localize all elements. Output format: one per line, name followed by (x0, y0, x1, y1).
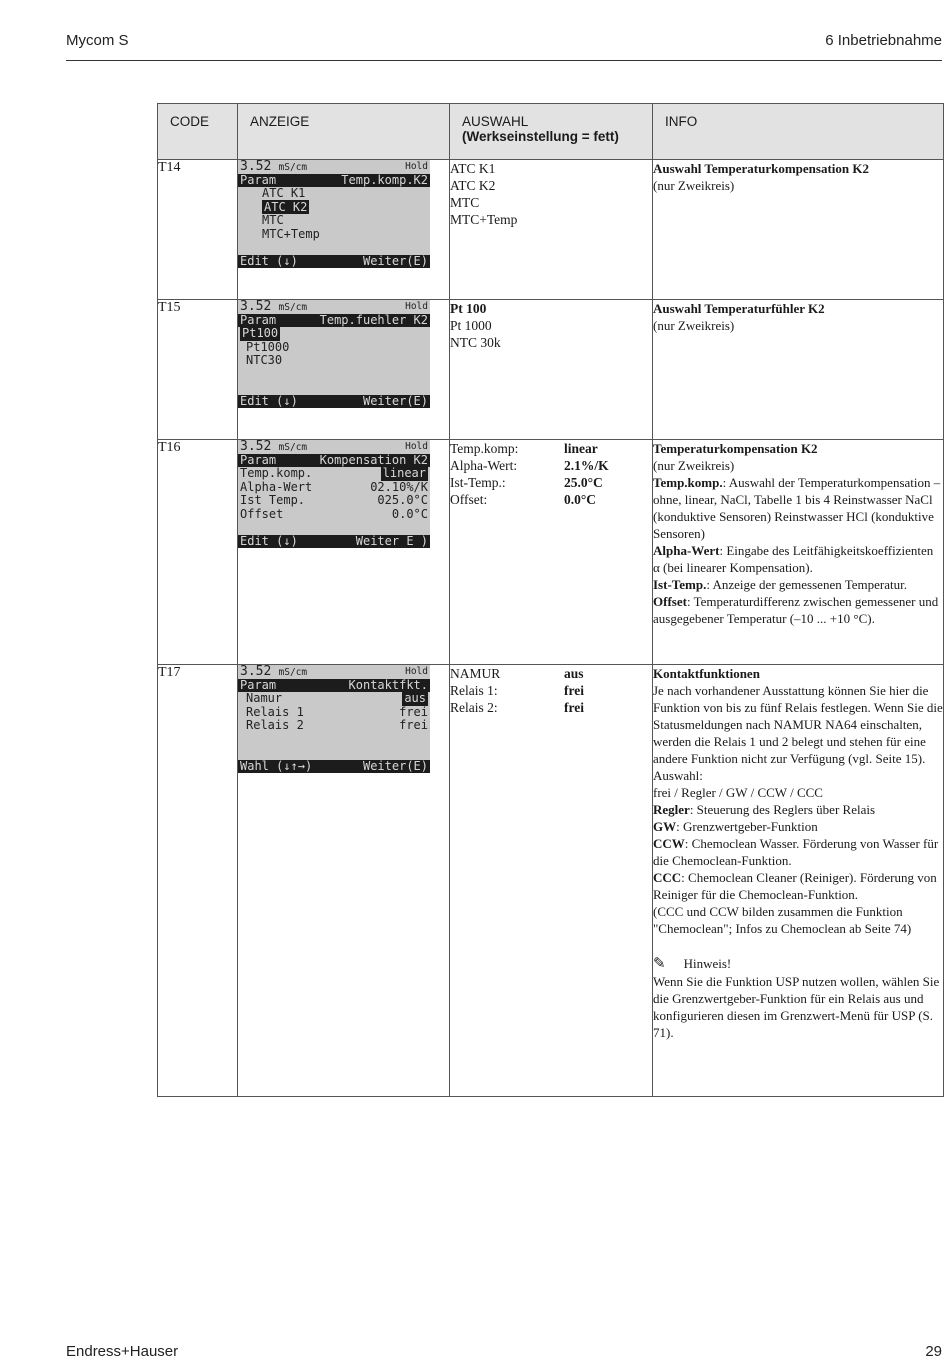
lcd-unit: mS/cm (278, 302, 308, 313)
info-term: Alpha-Wert (653, 543, 720, 558)
lcd-hold: Hold (405, 161, 428, 172)
info-item (653, 835, 943, 869)
info-item (653, 593, 943, 627)
info-desc: : Anzeige der gemessenen Temperatur. (706, 577, 907, 592)
lcd-bar-right: Kontaktfkt. (348, 677, 428, 692)
table-row (158, 440, 944, 665)
info-paragraph: (CCC und CCW bilden zusammen die Funktion "Chemoclean"; Infos zu Chemoclean ab Seite 74) (653, 904, 912, 936)
lcd-softkey-bar (238, 255, 430, 269)
lcd-param-value: frei (399, 704, 428, 719)
lcd-param-name: Temp.komp. (240, 466, 313, 480)
selection-default: linear (564, 441, 598, 456)
row-info (653, 160, 944, 300)
selection-key: Alpha-Wert: (450, 458, 518, 473)
info-desc: : Steuerung des Reglers über Relais (689, 802, 876, 817)
lcd-softkey-right: Weiter(E) (362, 393, 428, 408)
info-desc: : Auswahl der Temperaturkompensation – ohne, linear, NaCl, Tabelle 1 bis 4 Reinstwasser NaCl (konduktive Sensoren) Reinstwasser HCl (konduktive Sensoren) (653, 475, 941, 541)
selection-key: NAMUR (450, 666, 501, 681)
lcd-value: 3.52 (240, 159, 272, 174)
info-item (653, 542, 943, 576)
selection-default: 25.0°C (564, 475, 603, 490)
selection-key: Relais 1: (450, 683, 498, 698)
info-desc: : Eingabe des Leitfähigkeitskoeffizienten α (bei linearer Kompensation). (653, 543, 934, 575)
lcd-param-value-selected: linear (382, 466, 426, 480)
selection-default: 2.1%/K (564, 458, 609, 473)
row-selection (450, 300, 653, 440)
lcd-screen (238, 300, 430, 408)
lcd-bar-left: Param (240, 172, 277, 187)
row-display (238, 440, 450, 665)
lcd-title-bar (238, 174, 430, 188)
info-text: (nur Zweikreis) (653, 178, 735, 193)
row-display (238, 160, 450, 300)
selection-default: frei (564, 683, 584, 698)
lcd-param-row (238, 467, 430, 481)
row-selection (450, 665, 653, 1097)
lcd-param-value: 0.0°C (391, 506, 428, 521)
selection-key: Temp.komp: (450, 441, 519, 456)
selection-pair (450, 699, 652, 716)
selection-default: frei (564, 700, 584, 715)
lcd-screen (238, 160, 430, 268)
lcd-param-row (238, 719, 430, 733)
info-paragraph: Je nach vorhandener Ausstattung können Sie hier die Funktion von bis zu fünf Relais festlegen. Wenn Sie die Statusmeldungen nach NAMUR NA64 einschalten, werden die Relais 1 und 2 belegt und stehen für eine andere Funktion nicht zur Verfügung (vgl. Seite 15). (653, 683, 943, 766)
lcd-status-line (238, 160, 430, 174)
row-code: T15 (158, 300, 238, 440)
col-header-anzeige: ANZEIGE (238, 104, 450, 160)
info-item (653, 869, 943, 903)
lcd-param-row (238, 706, 430, 720)
info-paragraph: frei / Regler / GW / CCW / CCC (653, 785, 823, 800)
info-term: GW (653, 819, 677, 834)
lcd-param-value: frei (399, 718, 428, 732)
selection-key: Offset: (450, 492, 488, 507)
lcd-softkey-left: Edit (↓) (240, 533, 298, 548)
lcd-hold: Hold (405, 441, 428, 452)
lcd-param-row (238, 508, 430, 522)
lcd-title-bar (238, 314, 430, 328)
table-header-row (158, 104, 944, 160)
info-item (653, 474, 943, 542)
info-desc: : Temperaturdifferenz zwischen gemessener und ausgegebener Temperatur (–10 ... +10 °C). (653, 594, 939, 626)
selection-default: aus (564, 666, 584, 681)
row-code: T17 (158, 665, 238, 1097)
selection-option: MTC (450, 195, 480, 210)
selection-pair (450, 682, 652, 699)
info-term: Ist-Temp. (653, 577, 707, 592)
selection-pair (450, 474, 652, 491)
lcd-option: ATC K1 (262, 186, 306, 200)
lcd-status-line (238, 440, 430, 454)
lcd-param-value: 025.0°C (377, 493, 428, 507)
lcd-unit: mS/cm (278, 442, 308, 453)
selection-pair (450, 440, 652, 457)
selection-key: Ist-Temp.: (450, 475, 506, 490)
col-header-auswahl (450, 104, 653, 160)
lcd-bar-right: Kompensation K2 (319, 452, 428, 467)
lcd-hold: Hold (405, 666, 428, 677)
selection-key: Relais 2: (450, 700, 498, 715)
row-display (238, 665, 450, 1097)
lcd-unit: mS/cm (278, 667, 308, 678)
lcd-title-bar (238, 679, 430, 693)
lcd-status-line (238, 300, 430, 314)
lcd-param-row (238, 692, 430, 706)
lcd-softkey-bar (238, 760, 430, 774)
lcd-param-name: Relais 2 (246, 718, 304, 732)
info-title: Kontaktfunktionen (653, 666, 760, 681)
lcd-hold: Hold (405, 301, 428, 312)
selection-option: ATC K2 (450, 178, 496, 193)
selection-pair (450, 457, 652, 474)
lcd-bar-right: Temp.fuehler K2 (319, 312, 428, 327)
row-selection (450, 160, 653, 300)
lcd-option-selected: Pt100 (242, 326, 279, 340)
info-title: Auswahl Temperaturfühler K2 (653, 301, 825, 316)
auswahl-header-title: AUSWAHL (462, 114, 529, 129)
lcd-param-value: 02.10%/K (370, 479, 428, 494)
selection-option: ATC K1 (450, 161, 496, 176)
info-desc: : Chemoclean Cleaner (Reiniger). Förderung von Reiniger für die Chemoclean-Funktion. (653, 870, 937, 902)
selection-option: NTC 30k (450, 335, 501, 350)
info-item (653, 818, 943, 835)
row-display (238, 300, 450, 440)
note-label: Hinweis! (683, 956, 732, 971)
lcd-unit: mS/cm (278, 162, 308, 173)
info-title: Auswahl Temperaturkompensation K2 (653, 161, 869, 176)
note-heading (653, 955, 943, 973)
lcd-value: 3.52 (240, 439, 272, 454)
lcd-param-name: Alpha-Wert (240, 479, 313, 494)
row-info (653, 300, 944, 440)
row-info (653, 440, 944, 665)
lcd-softkey-bar (238, 535, 430, 549)
auswahl-header-note: (Werkseinstellung = fett) (462, 129, 619, 144)
lcd-title-bar (238, 454, 430, 468)
selection-option-default: Pt 100 (450, 301, 487, 316)
info-title: Temperaturkompensation K2 (653, 441, 818, 456)
info-paragraph: Auswahl: (653, 768, 703, 783)
header-product: Mycom S (66, 32, 129, 49)
selection-pair (450, 491, 652, 508)
lcd-option: NTC30 (246, 353, 283, 367)
lcd-param-name: Offset (240, 506, 284, 521)
info-text: (nur Zweikreis) (653, 318, 735, 333)
lcd-value: 3.52 (240, 664, 272, 679)
lcd-bar-left: Param (240, 452, 277, 467)
lcd-value: 3.52 (240, 299, 272, 314)
lcd-param-name: Ist Temp. (240, 493, 306, 507)
lcd-option: Pt1000 (246, 339, 290, 354)
table-row (158, 300, 944, 440)
lcd-softkey-right: Weiter(E) (362, 758, 428, 773)
pencil-icon: ✎ (653, 956, 666, 972)
lcd-softkey-left: Edit (↓) (240, 393, 298, 408)
row-code: T16 (158, 440, 238, 665)
lcd-softkey-right: Weiter(E) (362, 253, 428, 268)
note-text: Wenn Sie die Funktion USP nutzen wollen, wählen Sie die Grenzwertgeber-Funktion für ein Relais aus und konfigurieren diesen im Grenzwert-Menü für USP (S. 71). (653, 974, 940, 1040)
lcd-screen (238, 440, 430, 548)
lcd-param-name: Namur (246, 691, 283, 705)
info-item (653, 801, 943, 818)
lcd-screen (238, 665, 430, 773)
row-selection (450, 440, 653, 665)
info-item (653, 576, 943, 593)
selection-pair (450, 665, 652, 682)
lcd-option: MTC (262, 213, 284, 227)
lcd-param-row (238, 494, 430, 508)
lcd-softkey-left: Edit (↓) (240, 253, 298, 268)
lcd-option: MTC+Temp (262, 226, 320, 241)
info-term: Regler (653, 802, 690, 817)
col-header-code: CODE (158, 104, 238, 160)
info-term: CCW (653, 836, 685, 851)
footer-brand: Endress+Hauser (66, 1343, 179, 1360)
table-row (158, 665, 944, 1097)
info-term: Temp.komp. (653, 475, 723, 490)
info-desc: : Grenzwertgeber-Funktion (676, 819, 818, 834)
row-info (653, 665, 944, 1097)
row-code: T14 (158, 160, 238, 300)
info-term: Offset (653, 594, 687, 609)
header-rule (66, 60, 942, 61)
col-header-info: INFO (653, 104, 944, 160)
info-text: (nur Zweikreis) (653, 458, 735, 473)
lcd-option-selected: ATC K2 (264, 199, 308, 214)
lcd-bar-right: Temp.komp.K2 (341, 172, 428, 187)
parameter-table (157, 103, 944, 1097)
header-chapter: 6 Inbetriebnahme (825, 32, 942, 49)
page-number: 29 (925, 1343, 942, 1360)
lcd-bar-left: Param (240, 312, 277, 327)
lcd-softkey-right: Weiter E ) (355, 533, 428, 548)
selection-option: MTC+Temp (450, 212, 518, 227)
lcd-param-row (238, 481, 430, 495)
info-term: CCC (653, 870, 682, 885)
selection-option: Pt 1000 (450, 318, 492, 333)
lcd-status-line (238, 665, 430, 679)
lcd-bar-left: Param (240, 677, 277, 692)
lcd-softkey-left: Wahl (↓↑→) (240, 758, 313, 773)
selection-default: 0.0°C (564, 492, 597, 507)
lcd-param-name: Relais 1 (246, 704, 304, 719)
table-row (158, 160, 944, 300)
lcd-softkey-bar (238, 395, 430, 409)
lcd-param-value-selected: aus (404, 691, 426, 705)
info-desc: : Chemoclean Wasser. Förderung von Wasser für die Chemoclean-Funktion. (653, 836, 939, 868)
